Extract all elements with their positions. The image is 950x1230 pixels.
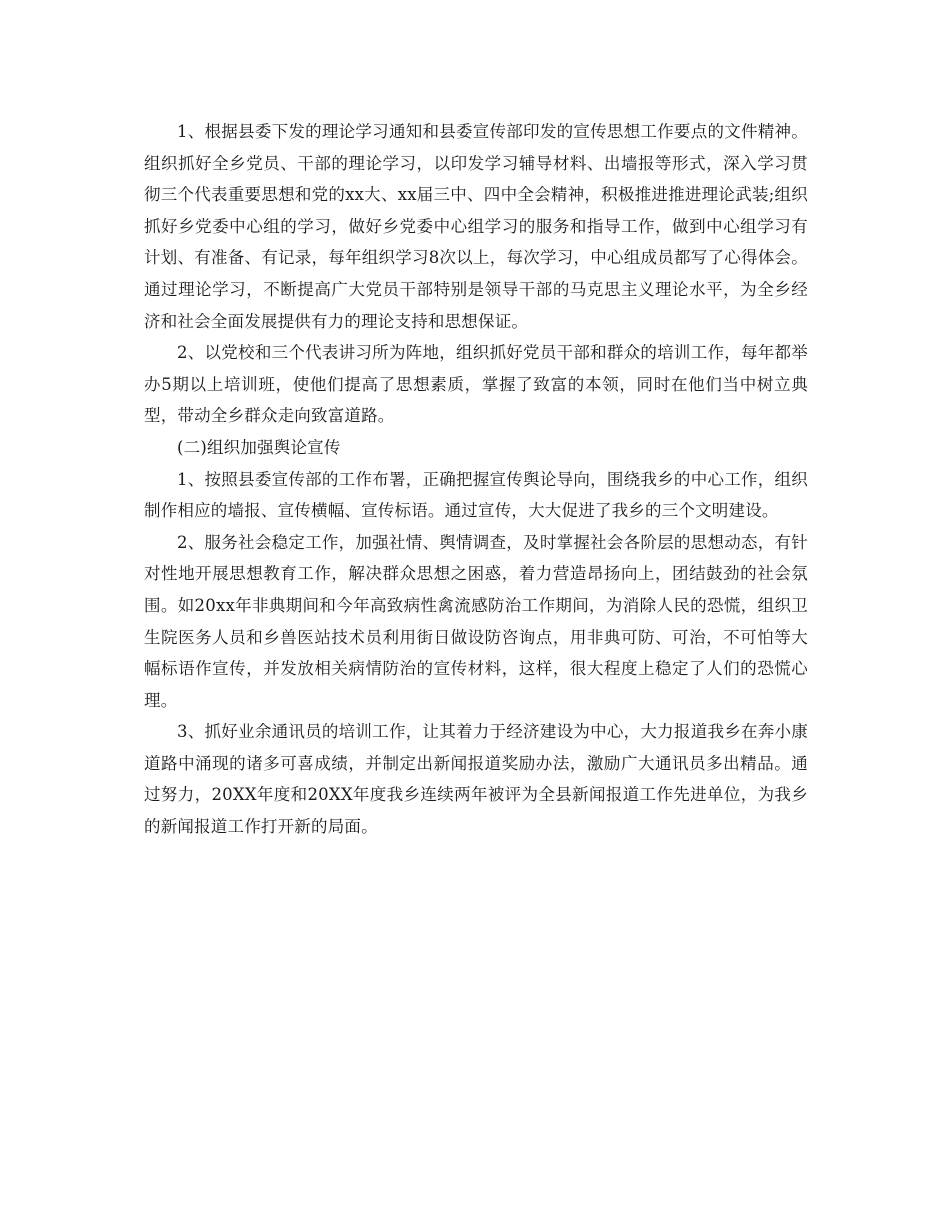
section-heading: (二)组织加强舆论宣传 bbox=[177, 437, 341, 457]
paragraph-correspondent-training: 3、抓好业余通讯员的培训工作，让其着力于经济建设为中心，大力报道我乡在奔小康道路中涌现的诸多可喜成绩，并制定出新闻报道奖励办法，激励广大通讯员多出精品。通过努力，20XX年度和20XX年度我乡连续两年被评为全县新闻报道工作先进单位，为我乡的新闻报道工作打开新的局面。 bbox=[144, 722, 808, 837]
paragraph-social-stability: 2、服务社会稳定工作，加强社情、舆情调查，及时掌握社会各阶层的思想动态，有针对性地开展思想教育工作，解决群众思想之困惑，着力营造昂扬向上，团结鼓劲的社会氛围。如20xx年非典期间和今年高致病性禽流感防治工作期间，为消除人民的恐慌，组织卫生院医务人员和乡兽医站技术员利用街日做设防咨询点，用非典可防、可治，不可怕等大幅标语作宣传，并发放相关病情防治的宣传材料，这样，很大程度上稳定了人们的恐慌心理。 bbox=[144, 532, 808, 710]
paragraph-training: 2、以党校和三个代表讲习所为阵地，组织抓好党员干部和群众的培训工作，每年都举办5期以上培训班，使他们提高了思想素质，掌握了致富的本领，同时在他们当中树立典型，带动全乡群众走向致富道路。 bbox=[144, 343, 808, 426]
document-body bbox=[144, 116, 808, 843]
paragraph-theory-study: 1、根据县委下发的理论学习通知和县委宣传部印发的宣传思想工作要点的文件精神。组织抓好全乡党员、干部的理论学习，以印发学习辅导材料、出墙报等形式，深入学习贯彻三个代表重要思想和党的xx大、xx届三中、四中全会精神，积极推进推进理论武装;组织抓好乡党委中心组的学习，做好乡党委中心组学习的服务和指导工作，做到中心组学习有计划、有准备、有记录，每年组织学习8次以上，每次学习，中心组成员都写了心得体会。通过理论学习，不断提高广大党员干部特别是领导干部的马克思主义理论水平，为全乡经济和社会全面发展提供有力的理论支持和思想保证。 bbox=[144, 122, 808, 331]
paragraph-publicity-work: 1、按照县委宣传部的工作布署，正确把握宣传舆论导向，围绕我乡的中心工作，组织制作相应的墙报、宣传横幅、宣传标语。通过宣传，大大促进了我乡的三个文明建设。 bbox=[144, 469, 808, 521]
